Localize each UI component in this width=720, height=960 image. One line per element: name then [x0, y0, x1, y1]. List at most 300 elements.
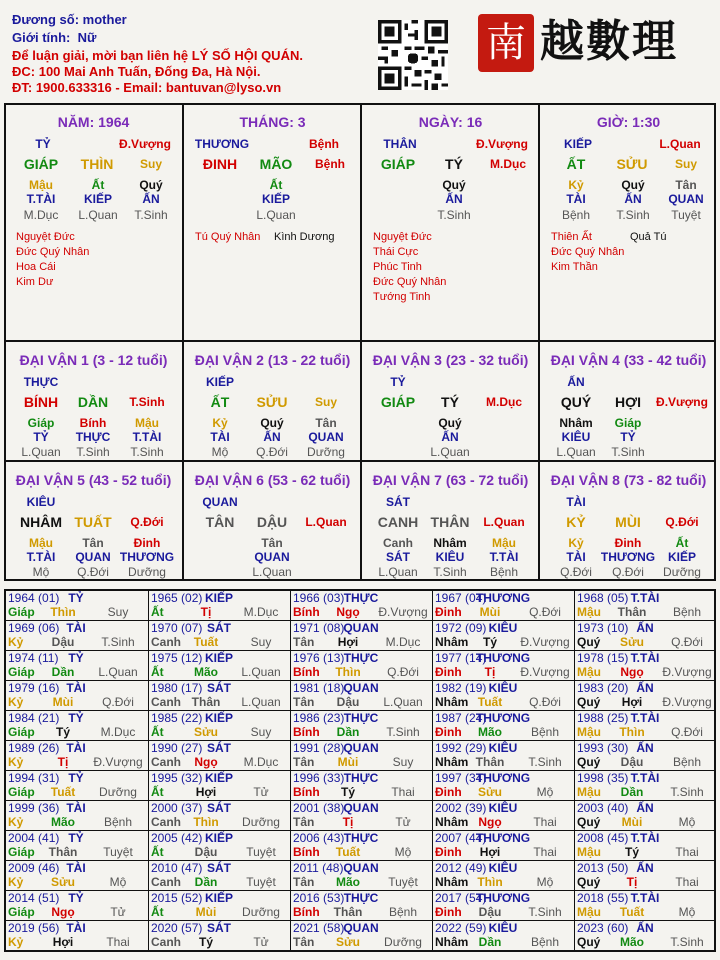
year-ten-god: THỰC: [343, 711, 379, 725]
year-label: 1999 (36): [8, 801, 60, 815]
year-stem: Ất: [151, 665, 164, 679]
year-branch: Sửu: [193, 725, 219, 739]
year-branch: Mùi: [337, 755, 359, 769]
year-branch: Thân: [617, 605, 647, 619]
branch-strength: Bệnh: [315, 157, 345, 171]
ten-god-stem: TỶ: [35, 137, 51, 151]
year-branch: Tuất: [335, 845, 361, 859]
year-ten-god: ẤN: [636, 801, 654, 815]
year-ten-god: T.TÀI: [630, 891, 660, 905]
year-stage: Đ.Vượng: [378, 605, 428, 619]
year-branch: Ngọ: [194, 755, 218, 769]
heavenly-stem: ẤT: [566, 156, 586, 172]
dai-van-hidden-stage: T.Sinh: [130, 445, 164, 459]
dai-van-hidden-stage: Q.Đới: [77, 565, 109, 579]
year-stem: Tân: [293, 755, 315, 769]
dai-van-hidden-stage: Dưỡng: [128, 565, 166, 579]
year-stem: Canh: [151, 635, 181, 649]
year-stem: Tân: [293, 695, 315, 709]
year-ten-god: KIÊU: [488, 861, 518, 875]
year-label: 1995 (32): [151, 771, 203, 785]
dai-van-branch: THÂN: [430, 514, 470, 530]
year-ten-god: QUAN: [343, 741, 379, 755]
dai-van-hidden-stage: L.Quan: [252, 565, 292, 579]
hidden-stage: T.Sinh: [616, 208, 650, 222]
dai-van-hidden-stage: L.Quan: [556, 445, 596, 459]
year-ten-god: ẤN: [636, 741, 654, 755]
year-ten-god: SÁT: [207, 921, 231, 935]
year-stem: Bính: [293, 665, 320, 679]
year-branch: Mùi: [479, 605, 501, 619]
hidden-ten-god: ẤN: [624, 192, 642, 206]
year-ten-god: TỶ: [68, 771, 84, 785]
star-item-secondary: Quả Tú: [630, 231, 667, 243]
year-stage: Dưỡng: [242, 905, 280, 919]
dai-van-branch: TÝ: [441, 394, 459, 410]
year-branch: Thân: [333, 905, 363, 919]
year-stem: Kỷ: [8, 635, 24, 649]
divider: [360, 104, 362, 580]
dai-van-hidden-stage: Dưỡng: [307, 445, 345, 459]
dai-van-hidden-stage: L.Quan: [21, 445, 61, 459]
dai-van-hidden-stem: Tân: [315, 416, 337, 430]
year-ten-god: TỶ: [68, 891, 84, 905]
year-branch: Tý: [482, 635, 498, 649]
year-stage: Tử: [253, 935, 269, 949]
year-stem: Canh: [151, 815, 181, 829]
year-stage: Đ.Vượng: [662, 665, 712, 679]
year-branch: Thân: [191, 695, 221, 709]
year-ten-god: TÀI: [66, 861, 86, 875]
dai-van-title: ĐẠI VẬN 6 (53 - 62 tuổi): [194, 472, 351, 488]
year-ten-god: ẤN: [636, 681, 654, 695]
year-stage: Đ.Vượng: [520, 635, 570, 649]
year-stem: Giáp: [8, 605, 35, 619]
year-stem: Canh: [151, 935, 181, 949]
year-ten-god: T.TÀI: [630, 711, 660, 725]
year-stem: Bính: [293, 725, 320, 739]
year-branch: Thìn: [193, 815, 219, 829]
year-stem: Nhâm: [435, 875, 469, 889]
year-stem: Quý: [577, 815, 601, 829]
dai-van-ten-god: TÀI: [566, 495, 586, 509]
year-label: 1973 (10): [577, 621, 629, 635]
year-ten-god: KIẾP: [204, 651, 234, 665]
year-stage: Mộ: [109, 875, 127, 889]
dai-van-hidden-god: KIÊU: [561, 430, 591, 444]
strength-label: L.Quan: [659, 137, 701, 151]
hidden-stem: Tân: [675, 178, 697, 192]
hidden-stage: T.Sinh: [437, 208, 471, 222]
year-ten-god: THỰC: [343, 591, 379, 605]
year-ten-god: THỰC: [343, 771, 379, 785]
year-stage: Tuyệt: [103, 845, 133, 859]
year-label: 2007 (44): [435, 831, 487, 845]
year-stem: Ất: [151, 845, 164, 859]
year-stem: Giáp: [8, 785, 35, 799]
year-label: 1967 (04): [435, 591, 487, 605]
year-ten-god: THỰC: [343, 891, 379, 905]
dai-van-hidden-god: TỶ: [33, 430, 49, 444]
year-label: 1984 (21): [8, 711, 60, 725]
dai-van-stem: ẤT: [210, 394, 230, 410]
year-branch: Tị: [484, 665, 496, 679]
hidden-stage: Tuyệt: [671, 208, 701, 222]
year-label: 1987 (24): [435, 711, 487, 725]
dai-van-hidden-stem: Đinh: [614, 536, 642, 550]
year-ten-god: TÀI: [66, 621, 86, 635]
year-label: 1978 (15): [577, 651, 629, 665]
dai-van-hidden-stage: L.Quan: [430, 445, 470, 459]
year-stem: Kỷ: [8, 695, 24, 709]
year-branch: Thìn: [335, 665, 361, 679]
dai-van-hidden-god: T.TÀI: [26, 550, 56, 564]
year-ten-god: TÀI: [66, 921, 86, 935]
year-stem: Đinh: [435, 845, 462, 859]
year-stage: Thai: [675, 845, 699, 859]
year-stage: Q.Đới: [387, 665, 419, 679]
hidden-ten-god: KIẾP: [261, 192, 291, 206]
year-stage: L.Quan: [241, 695, 281, 709]
dai-van-hidden-stage: Dưỡng: [663, 565, 701, 579]
year-ten-god: THỰC: [343, 831, 379, 845]
year-stage: Thai: [106, 935, 130, 949]
year-branch: Tý: [340, 785, 356, 799]
hidden-stem: Quý: [442, 178, 466, 192]
hidden-stem: Quý: [621, 178, 645, 192]
year-branch: Ngọ: [620, 665, 644, 679]
year-stage: Suy: [250, 725, 272, 739]
dai-van-hidden-god: QUAN: [254, 550, 290, 564]
year-stem: Đinh: [435, 665, 462, 679]
gender-line: Giới tính: Nữ: [12, 30, 97, 45]
dai-van-stem: TÂN: [205, 514, 235, 530]
dai-van-hidden-god: T.TÀI: [489, 550, 519, 564]
dai-van-ten-god: KIẾP: [205, 375, 235, 389]
year-branch: Hợi: [52, 935, 74, 949]
year-stage: M.Dục: [385, 635, 421, 649]
dai-van-hidden-god: QUAN: [308, 430, 344, 444]
year-branch: Ngọ: [51, 905, 75, 919]
contact-intro: Để luận giải, mời bạn liên hệ LÝ SỐ HỘI QUÁN.: [12, 48, 303, 63]
hidden-stage: L.Quan: [256, 208, 296, 222]
year-stem: Bính: [293, 845, 320, 859]
year-stem: Quý: [577, 935, 601, 949]
year-stage: Suy: [250, 635, 272, 649]
year-ten-god: TỶ: [68, 651, 84, 665]
dai-van-hidden-stem: Đinh: [133, 536, 161, 550]
year-ten-god: T.TÀI: [630, 651, 660, 665]
dai-van-stem: NHÂM: [20, 514, 62, 530]
star-item: Hoa Cái: [16, 261, 56, 273]
year-branch: Tý: [624, 845, 640, 859]
dai-van-hidden-god: TÀI: [566, 550, 586, 564]
year-label: 2013 (50): [577, 861, 629, 875]
year-label: 2020 (57): [151, 921, 203, 935]
year-branch: Dần: [620, 785, 644, 799]
divider: [182, 104, 184, 580]
year-stem: Canh: [151, 875, 181, 889]
dai-van-stem: CANH: [377, 514, 419, 530]
year-stage: Bệnh: [672, 605, 702, 619]
year-ten-god: TÀI: [66, 681, 86, 695]
year-label: 2002 (39): [435, 801, 487, 815]
star-item: Thiên Ất: [551, 231, 592, 243]
year-stem: Mậu: [577, 665, 601, 679]
year-label: 1970 (07): [151, 621, 203, 635]
dai-van-hidden-stage: Mộ: [32, 565, 50, 579]
year-stage: M.Dục: [243, 605, 279, 619]
dai-van-hidden-stem: Kỷ: [212, 416, 228, 430]
phone-email-line: ĐT: 1900.633316 - Email: bantuvan@lyso.vn: [12, 80, 282, 95]
year-stem: Mậu: [577, 905, 601, 919]
year-branch: Mùi: [52, 695, 74, 709]
year-label: 2000 (37): [151, 801, 203, 815]
year-stem: Tân: [293, 935, 315, 949]
year-ten-god: TỶ: [68, 831, 84, 845]
dai-van-ten-god: ẤN: [567, 375, 585, 389]
dai-van-hidden-stem: Giáp: [27, 416, 55, 430]
year-label: 1964 (01): [8, 591, 60, 605]
year-branch: Tị: [200, 605, 212, 619]
year-label: 2009 (46): [8, 861, 60, 875]
year-label: 2017 (54): [435, 891, 487, 905]
dai-van-hidden-stage: Q.Đới: [612, 565, 644, 579]
year-ten-god: KIÊU: [488, 621, 518, 635]
year-label: 1991 (28): [293, 741, 345, 755]
dai-van-hidden-stage: T.Sinh: [433, 565, 467, 579]
year-ten-god: ẤN: [636, 921, 654, 935]
star-item: Kim Dư: [16, 276, 54, 288]
year-stage: Bệnh: [103, 815, 133, 829]
year-ten-god: TÀI: [66, 801, 86, 815]
year-label: 2023 (60): [577, 921, 629, 935]
pillar-title: GIỜ: 1:30: [596, 114, 661, 130]
year-stem: Ất: [151, 725, 164, 739]
year-ten-god: SÁT: [207, 621, 231, 635]
year-branch: Hợi: [337, 635, 359, 649]
year-stage: Bệnh: [530, 725, 560, 739]
year-ten-god: THƯƠNG: [475, 711, 531, 725]
year-stem: Đinh: [435, 725, 462, 739]
year-stem: Quý: [577, 755, 601, 769]
year-branch: Thìn: [50, 605, 76, 619]
year-ten-god: SÁT: [207, 741, 231, 755]
dai-van-hidden-god: KIẾP: [667, 550, 697, 564]
year-label: 1983 (20): [577, 681, 629, 695]
dai-van-hidden-stem: Giáp: [614, 416, 642, 430]
year-stage: Tử: [395, 815, 411, 829]
year-stage: Đ.Vượng: [520, 665, 570, 679]
year-ten-god: THƯƠNG: [475, 591, 531, 605]
dai-van-branch: SỬU: [256, 394, 288, 410]
year-branch: Thìn: [477, 875, 503, 889]
strength-label: Đ.Vượng: [476, 137, 528, 151]
qr-code-icon: [378, 20, 448, 90]
dai-van-hidden-stem: Nhâm: [559, 416, 593, 430]
ten-god-stem: KIẾP: [563, 137, 593, 151]
year-branch: Tuất: [193, 635, 219, 649]
hidden-stage: T.Sinh: [134, 208, 168, 222]
year-ten-god: KIẾP: [204, 591, 234, 605]
year-stage: Dưỡng: [99, 785, 137, 799]
year-stage: Thai: [533, 845, 557, 859]
hidden-stage: L.Quan: [78, 208, 118, 222]
dai-van-strength: M.Dục: [486, 395, 522, 409]
dai-van-title: ĐẠI VẬN 8 (73 - 82 tuổi): [550, 472, 707, 488]
year-branch: Tị: [626, 875, 638, 889]
year-branch: Dần: [478, 935, 502, 949]
branch-strength: Suy: [674, 157, 698, 171]
year-stem: Mậu: [577, 605, 601, 619]
year-branch: Dậu: [620, 755, 644, 769]
year-ten-god: QUAN: [343, 621, 379, 635]
year-stage: M.Dục: [100, 725, 136, 739]
star-item: Đức Quý Nhân: [16, 246, 90, 258]
branch-strength: M.Dục: [490, 157, 526, 171]
hidden-stage: M.Dục: [23, 208, 59, 222]
year-branch: Thân: [48, 845, 78, 859]
year-stage: Mộ: [678, 905, 696, 919]
year-stage: L.Quan: [383, 695, 423, 709]
year-stage: Thai: [533, 815, 557, 829]
dai-van-title: ĐẠI VẬN 2 (13 - 22 tuổi): [194, 352, 351, 368]
year-ten-god: SÁT: [207, 861, 231, 875]
year-stage: Tử: [110, 905, 126, 919]
year-label: 1977 (14): [435, 651, 487, 665]
hidden-stem: Ất: [269, 178, 283, 192]
year-stem: Nhâm: [435, 815, 469, 829]
dai-van-hidden-stem: Ất: [675, 536, 689, 550]
year-label: 2018 (55): [577, 891, 629, 905]
brand-logo-text: 越數理: [540, 16, 678, 67]
year-branch: Sửu: [50, 875, 76, 889]
year-branch: Ngọ: [478, 815, 502, 829]
dai-van-hidden-god: ẤN: [441, 430, 459, 444]
year-label: 1965 (02): [151, 591, 203, 605]
year-stage: M.Dục: [243, 755, 279, 769]
year-stem: Canh: [151, 755, 181, 769]
year-stage: Suy: [392, 755, 414, 769]
year-ten-god: THƯƠNG: [475, 831, 531, 845]
dai-van-hidden-stage: Mộ: [211, 445, 229, 459]
year-stage: L.Quan: [241, 665, 281, 679]
year-branch: Hợi: [621, 695, 643, 709]
dai-van-stem: KỶ: [566, 514, 586, 530]
year-label: 2004 (41): [8, 831, 60, 845]
branch-strength: Suy: [139, 157, 163, 171]
year-branch: Dần: [194, 875, 218, 889]
year-stage: Tuyệt: [388, 875, 418, 889]
pillar-title: NĂM: 1964: [57, 114, 130, 130]
dai-van-hidden-god: THƯƠNG: [119, 550, 175, 564]
year-branch: Tý: [55, 725, 71, 739]
year-ten-god: KIÊU: [488, 921, 518, 935]
year-stage: Bệnh: [672, 755, 702, 769]
year-ten-god: KIẾP: [204, 891, 234, 905]
year-branch: Sửu: [335, 935, 361, 949]
year-stem: Ất: [151, 785, 164, 799]
year-stem: Nhâm: [435, 755, 469, 769]
hidden-ten-god: KIẾP: [83, 192, 113, 206]
dai-van-hidden-stage: L.Quan: [378, 565, 418, 579]
year-label: 1974 (11): [8, 651, 59, 665]
year-branch: Mão: [194, 665, 218, 679]
dai-van-title: ĐẠI VẬN 5 (43 - 52 tuổi): [15, 472, 172, 488]
year-label: 2006 (43): [293, 831, 345, 845]
year-ten-god: ẤN: [636, 861, 654, 875]
dai-van-branch: MÙI: [615, 514, 641, 530]
year-branch: Thìn: [619, 725, 645, 739]
strength-label: Đ.Vượng: [119, 137, 171, 151]
red-seal-logo: 南: [478, 14, 534, 72]
star-item: Thái Cực: [373, 246, 419, 258]
dai-van-branch: DẬU: [256, 514, 288, 530]
year-ten-god: TỶ: [68, 711, 84, 725]
year-label: 1998 (35): [577, 771, 629, 785]
dai-van-title: ĐẠI VẬN 7 (63 - 72 tuổi): [372, 472, 529, 488]
year-stem: Nhâm: [435, 695, 469, 709]
year-branch: Dậu: [478, 905, 502, 919]
earthly-branch: MÃO: [259, 156, 293, 172]
dai-van-hidden-god: QUAN: [75, 550, 111, 564]
year-branch: Dậu: [51, 635, 75, 649]
year-branch: Mão: [51, 815, 75, 829]
year-stage: Tử: [253, 785, 269, 799]
dai-van-hidden-god: SÁT: [386, 550, 410, 564]
pillar-title: THÁNG: 3: [239, 114, 306, 130]
year-branch: Mão: [478, 725, 502, 739]
year-stage: Dưỡng: [384, 935, 422, 949]
year-stem: Nhâm: [435, 935, 469, 949]
year-ten-god: QUAN: [343, 681, 379, 695]
year-stage: T.Sinh: [101, 635, 135, 649]
divider: [5, 460, 715, 462]
year-stem: Bính: [293, 605, 320, 619]
year-stem: Bính: [293, 785, 320, 799]
year-stem: Canh: [151, 695, 181, 709]
dai-van-hidden-stem: Tân: [82, 536, 104, 550]
year-ten-god: THƯƠNG: [475, 891, 531, 905]
year-stage: Bệnh: [530, 935, 560, 949]
year-branch: Dậu: [194, 845, 218, 859]
heavenly-stem: GIÁP: [380, 156, 416, 172]
year-stem: Mậu: [577, 785, 601, 799]
year-label: 1980 (17): [151, 681, 203, 695]
dai-van-strength: Đ.Vượng: [656, 395, 708, 409]
dai-van-branch: TUẤT: [74, 514, 112, 530]
strength-label: Bệnh: [309, 137, 339, 151]
dai-van-hidden-god: T.TÀI: [132, 430, 162, 444]
year-label: 2001 (38): [293, 801, 345, 815]
year-ten-god: TÀI: [66, 741, 86, 755]
year-ten-god: T.TÀI: [630, 591, 660, 605]
dai-van-strength: L.Quan: [305, 515, 347, 529]
year-ten-god: TỶ: [68, 591, 84, 605]
year-branch: Sửu: [477, 785, 503, 799]
dai-van-stem: BÍNH: [23, 394, 59, 410]
year-ten-god: QUAN: [343, 801, 379, 815]
heavenly-stem: ĐINH: [202, 156, 238, 172]
year-stage: Q.Đới: [102, 695, 134, 709]
year-branch: Thân: [475, 755, 505, 769]
year-stem: Ất: [151, 605, 164, 619]
year-branch: Dần: [336, 725, 360, 739]
year-label: 1975 (12): [151, 651, 203, 665]
year-branch: Mão: [336, 875, 360, 889]
year-stem: Đinh: [435, 785, 462, 799]
year-ten-god: KIÊU: [488, 681, 518, 695]
